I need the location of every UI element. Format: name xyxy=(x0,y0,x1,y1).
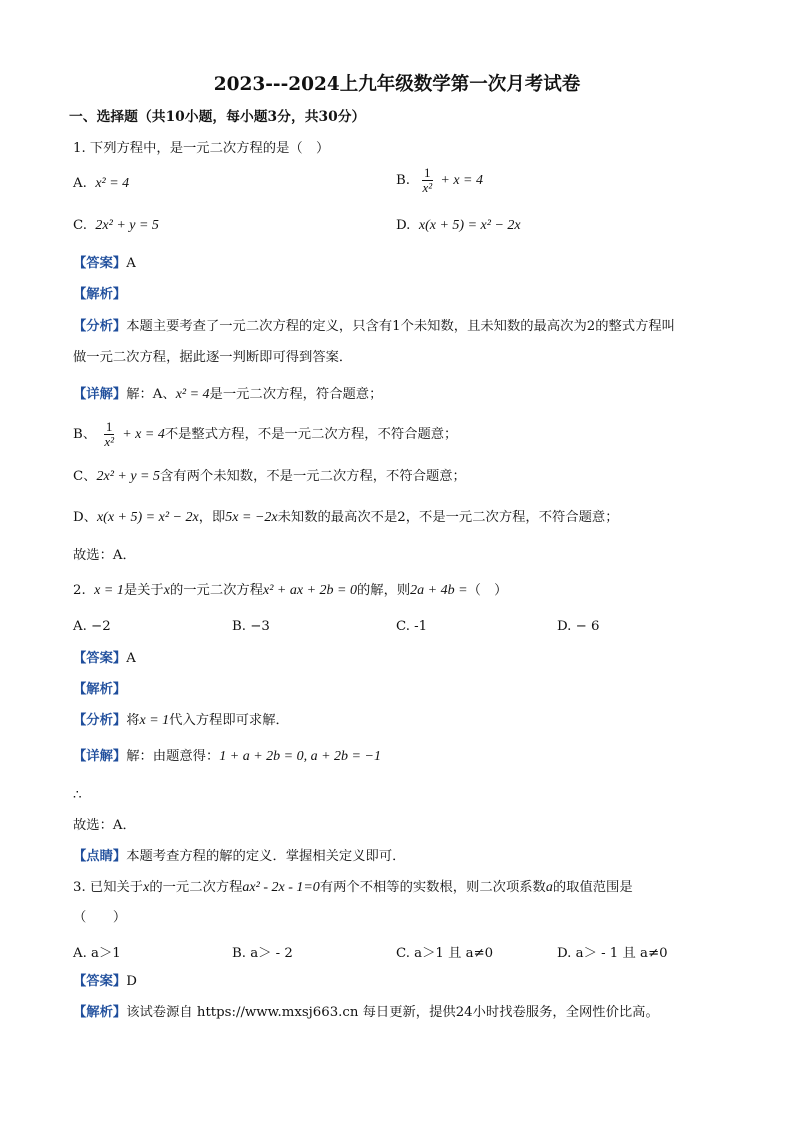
q2-detail: 【详解】解：由题意得：1 + a + 2b = 0, a + 2b = −1 xyxy=(73,749,381,764)
q1-analysis-tag: 【解析】 xyxy=(73,287,127,302)
q2-fenxi: 【分析】将x = 1代入方程即可求解． xyxy=(73,713,289,728)
fraction: $\frac{1}{\text{x²}}$ xyxy=(104,419,114,449)
q1-detail-a: 【详解】解：A、x² = 4是一元二次方程，符合题意； xyxy=(73,387,383,402)
q3-analysis: 【解析】该试卷源自 https://www.mxsj663.cn 每日更新，提供24小时找卷服务，全网性价比高。 xyxy=(73,1005,659,1020)
q2-option-d: D. − 6 xyxy=(557,619,600,634)
q1-detail-d: D、x(x + 5) = x² − 2x，即5x = −2x未知数的最高次不是2，不是一元二次方程，不符合题意； xyxy=(73,510,619,525)
q3-option-d: D. a＞ - 1 且 a≠0 xyxy=(557,946,668,961)
q1-choose: 故选：A． xyxy=(73,548,136,563)
q2-option-c: C. -1 xyxy=(396,619,428,634)
section-heading: 一、选择题（共10小题，每小题3分，共30分） xyxy=(69,109,366,125)
q2-analysis-tag: 【解析】 xyxy=(73,682,127,697)
q3-answer: 【答案】D xyxy=(73,974,137,989)
q3-option-b: B. a＞ - 2 xyxy=(232,946,293,961)
q1-detail-b: B、 $\frac{1}{\text{x²}}$ + x = 4不是整式方程，不是一元二次方程，不符合题意； xyxy=(73,419,458,449)
q2-stem: 2. x = 1是关于x的一元二次方程x² + ax + 2b = 0的解，则2a + 4b =（ ） xyxy=(73,583,508,598)
q1-option-b: B. $\frac{1}{\text{x²}}$ + x = 4 xyxy=(396,165,483,195)
fraction: $\frac{1}{\text{x²}}$ xyxy=(422,165,433,195)
q3-option-a: A. a＞1 xyxy=(73,946,121,961)
page-title: 2023---2024上九年级数学第一次月考试卷 xyxy=(213,74,581,95)
q3-option-c: C. a＞1 且 a≠0 xyxy=(396,946,494,961)
q1-stem: 1. 下列方程中，是一元二次方程的是（ ） xyxy=(73,141,330,156)
therefore-symbol: ∴ xyxy=(73,788,82,803)
q3-paren: （ ） xyxy=(73,910,127,925)
q1-detail-c: C、2x² + y = 5含有两个未知数，不是一元二次方程，不符合题意； xyxy=(73,469,466,484)
q1-fenxi-1: 【分析】本题主要考查了一元二次方程的定义，只含有1个未知数，且未知数的最高次为2的整式方程叫 xyxy=(73,319,675,334)
q2-dianjing: 【点睛】本题考查方程的解的定义．掌握相关定义即可． xyxy=(73,849,406,864)
q2-answer: 【答案】A xyxy=(73,651,136,666)
q2-choose: 故选：A． xyxy=(73,818,136,833)
q1-fenxi-2: 做一元二次方程，据此逐一判断即可得到答案． xyxy=(73,350,353,365)
q2-option-b: B. −3 xyxy=(232,619,270,634)
q3-stem: 3. 已知关于x的一元二次方程ax² - 2x - 1=0有两个不相等的实数根，则二次项系数a的取值范围是 xyxy=(73,880,633,895)
q1-answer: 【答案】A xyxy=(73,256,136,271)
q2-option-a: A. −2 xyxy=(73,619,111,634)
q1-option-c: C. 2x² + y = 5 xyxy=(73,218,159,233)
q1-option-d: D. x(x + 5) = x² − 2x xyxy=(396,218,521,233)
q1-option-a: A. x² = 4 xyxy=(73,176,130,191)
